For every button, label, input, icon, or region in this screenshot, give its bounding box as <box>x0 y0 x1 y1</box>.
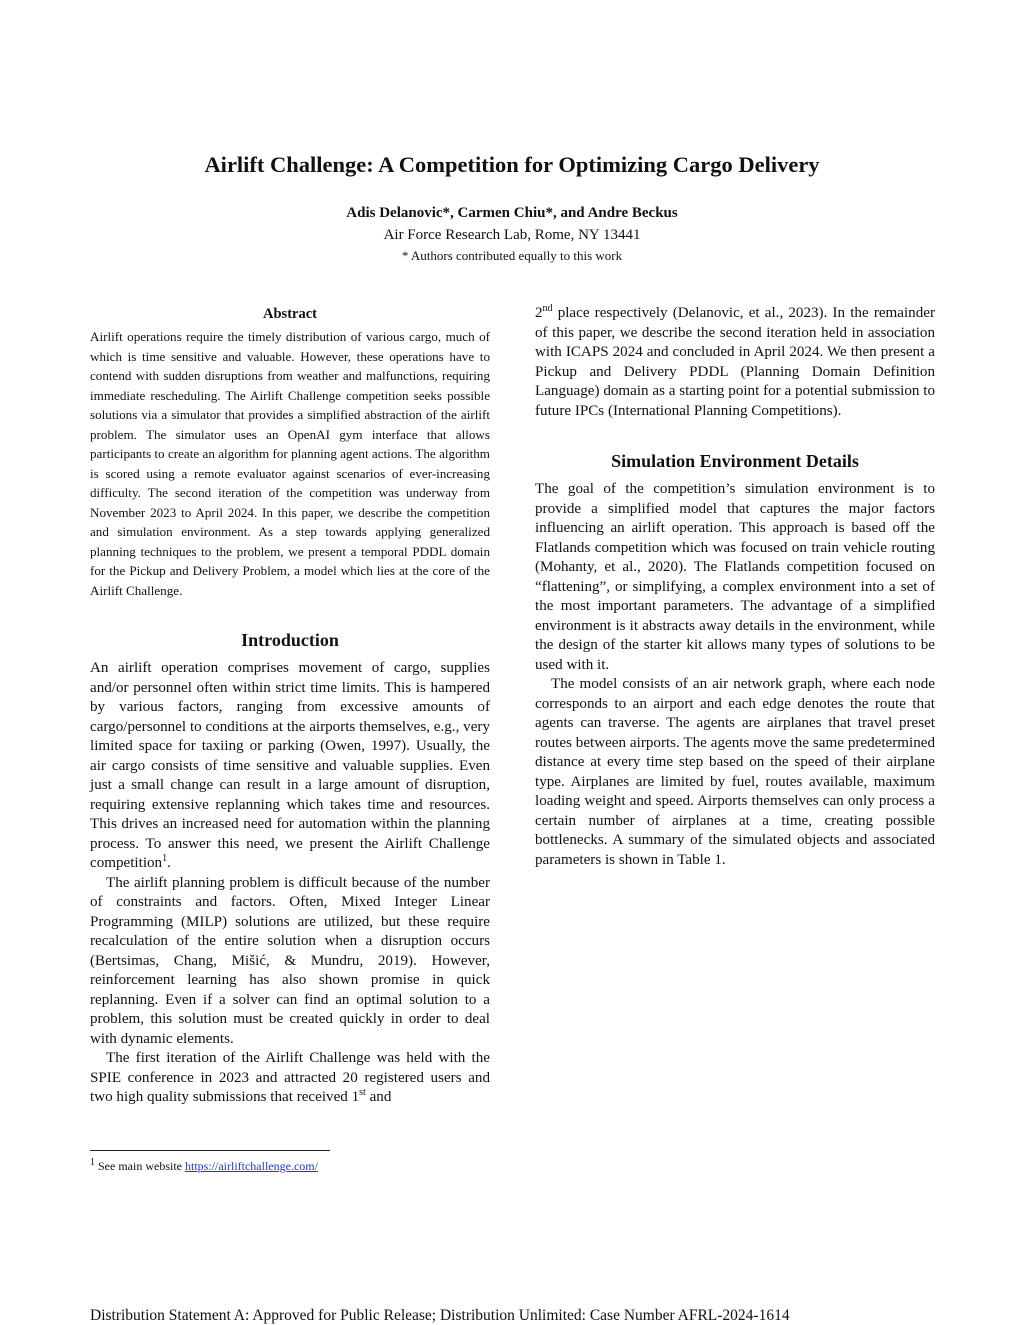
introduction-section <box>90 630 490 1108</box>
left-column <box>90 306 490 1108</box>
footnote <box>90 1159 318 1174</box>
abstract-text: Airlift operations require the timely distribution of various cargo, much of which is time sensitive and valuable. However, these operations have to contend with sudden disruptions from weather and malfunctions, requiring immediate rescheduling. The Airlift Challenge competition seeks possible solutions via a simulator that provides a simplified abstraction of the airlift problem. The simulator uses an OpenAI gym interface that allows participants to create an algorithm for planning agent actions. The algorithm is scored using a remote evaluator against scenarios of ever-increasing difficulty. The second iteration of the competition was underway from November 2023 to April 2024. In this paper, we describe the competition and simulation environment. As a step towards applying generalized planning techniques to the problem, we present a temporal PDDL domain for the Pickup and Delivery Problem, a model which lies at the core of the Airlift Challenge. <box>90 329 490 598</box>
continuation-paragraph <box>535 304 935 421</box>
intro-paragraph-3-end: and <box>365 1089 392 1105</box>
continuation-text: place respectively (Delanovic, et al., 2023). In the remainder of this paper, we describe the second iteration held in association with ICAPS 2024 and concluded in April 2024. We then present a Pickup and Delivery PDDL (Planning Domain Definition Language) domain as a starting point for a potential submission to future IPCs (International Planning Competitions). <box>535 305 935 419</box>
author-list: Adis Delanovic*, Carmen Chiu*, and Andre Beckus <box>346 205 678 221</box>
ordinal-st: st <box>359 1086 366 1098</box>
equal-contribution-note: * Authors contributed equally to this work <box>401 248 623 263</box>
intro-paragraph-1 <box>90 659 490 874</box>
footnote-ref: 1 <box>162 852 168 864</box>
simulation-heading: Simulation Environment Details <box>611 451 859 471</box>
intro-paragraph-2: The airlift planning problem is difficult because of the number of constraints and factors. Often, Mixed Integer Linear Programming (MILP) solutions are utilized, but these require recalculation of the entire solution when a disruption occurs (Bertsimas, Chang, Mišić, & Mundru, 2019). However, reinforcement learning has also shown promise in quick replanning. Even if a solver can find an optimal solution to a problem, this solution must be created quickly in order to deal with dynamic elements. <box>90 874 490 1047</box>
right-column <box>535 304 935 870</box>
footnote-divider <box>90 1150 330 1151</box>
intro-paragraph-3-text: The first iteration of the Airlift Challenge was held with the SPIE conference in 2023 and attracted 20 registered users and two high quality submissions that received 1 <box>90 1050 490 1105</box>
website-link[interactable]: https://airliftchallenge.com/ <box>184 1159 318 1173</box>
simulation-paragraph-2: The model consists of an air network graph, where each node corresponds to an airport and each edge denotes the route that agents can traverse. The agents are airplanes that travel preset routes between airports. The agents move the same predetermined distance at every time step based on the speed of their airplane type. Airplanes are limited by fuel, routes available, maximum loading weight and speed. Airports themselves can only process a certain number of airplanes at a time, creating possible bottlenecks. A summary of the simulated objects and associated parameters is shown in Table 1. <box>535 676 935 868</box>
intro-paragraph-1-end: . <box>167 855 171 871</box>
distribution-statement: Distribution Statement A: Approved for Public Release; Distribution Unlimited: Case Number AFRL-2024-1614 <box>90 1307 790 1324</box>
simulation-paragraph-1: The goal of the competition’s simulation environment is to provide a simplified model that captures the major factors influencing an airlift operation. This approach is based off the Flatlands competition which was focused on train vehicle routing (Mohanty, et al., 2020). The Flatlands competition focused on “flattening”, or simplifying, a complex environment into a set of the most important parameters. The advantage of a simplified environment is it abstracts away details in the environment, while the design of the starter kit allows many types of solutions to be used with it. <box>535 481 935 673</box>
intro-paragraph-1-text: An airlift operation comprises movement of cargo, supplies and/or personnel often within strict time limits. This is hampered by various factors, ranging from excessive amounts of cargo/personnel to conditions at the airports themselves, e.g., very limited space for taxiing or parking (Owen, 1997). Usually, the air cargo consists of time sensitive and valuable supplies. Even just a small change can result in a large amount of disruption, requiring extensive replanning which takes time and resources. This drives an increased need for automation within the planning process. To answer this need, we present the Airlift Challenge competition <box>90 660 490 871</box>
abstract-heading: Abstract <box>263 306 317 322</box>
ordinal-nd: nd <box>542 302 553 314</box>
affiliation: Air Force Research Lab, Rome, NY 13441 <box>383 227 641 243</box>
ordinal-prefix: 2 <box>535 305 543 321</box>
abstract-section <box>90 306 490 600</box>
introduction-heading: Introduction <box>241 630 339 650</box>
paper-title: Airlift Challenge: A Competition for Optimizing Cargo Delivery <box>204 152 820 177</box>
footnote-number: 1 <box>90 1157 95 1168</box>
footnote-text: See main website <box>95 1159 185 1173</box>
intro-paragraph-3 <box>90 1049 490 1108</box>
